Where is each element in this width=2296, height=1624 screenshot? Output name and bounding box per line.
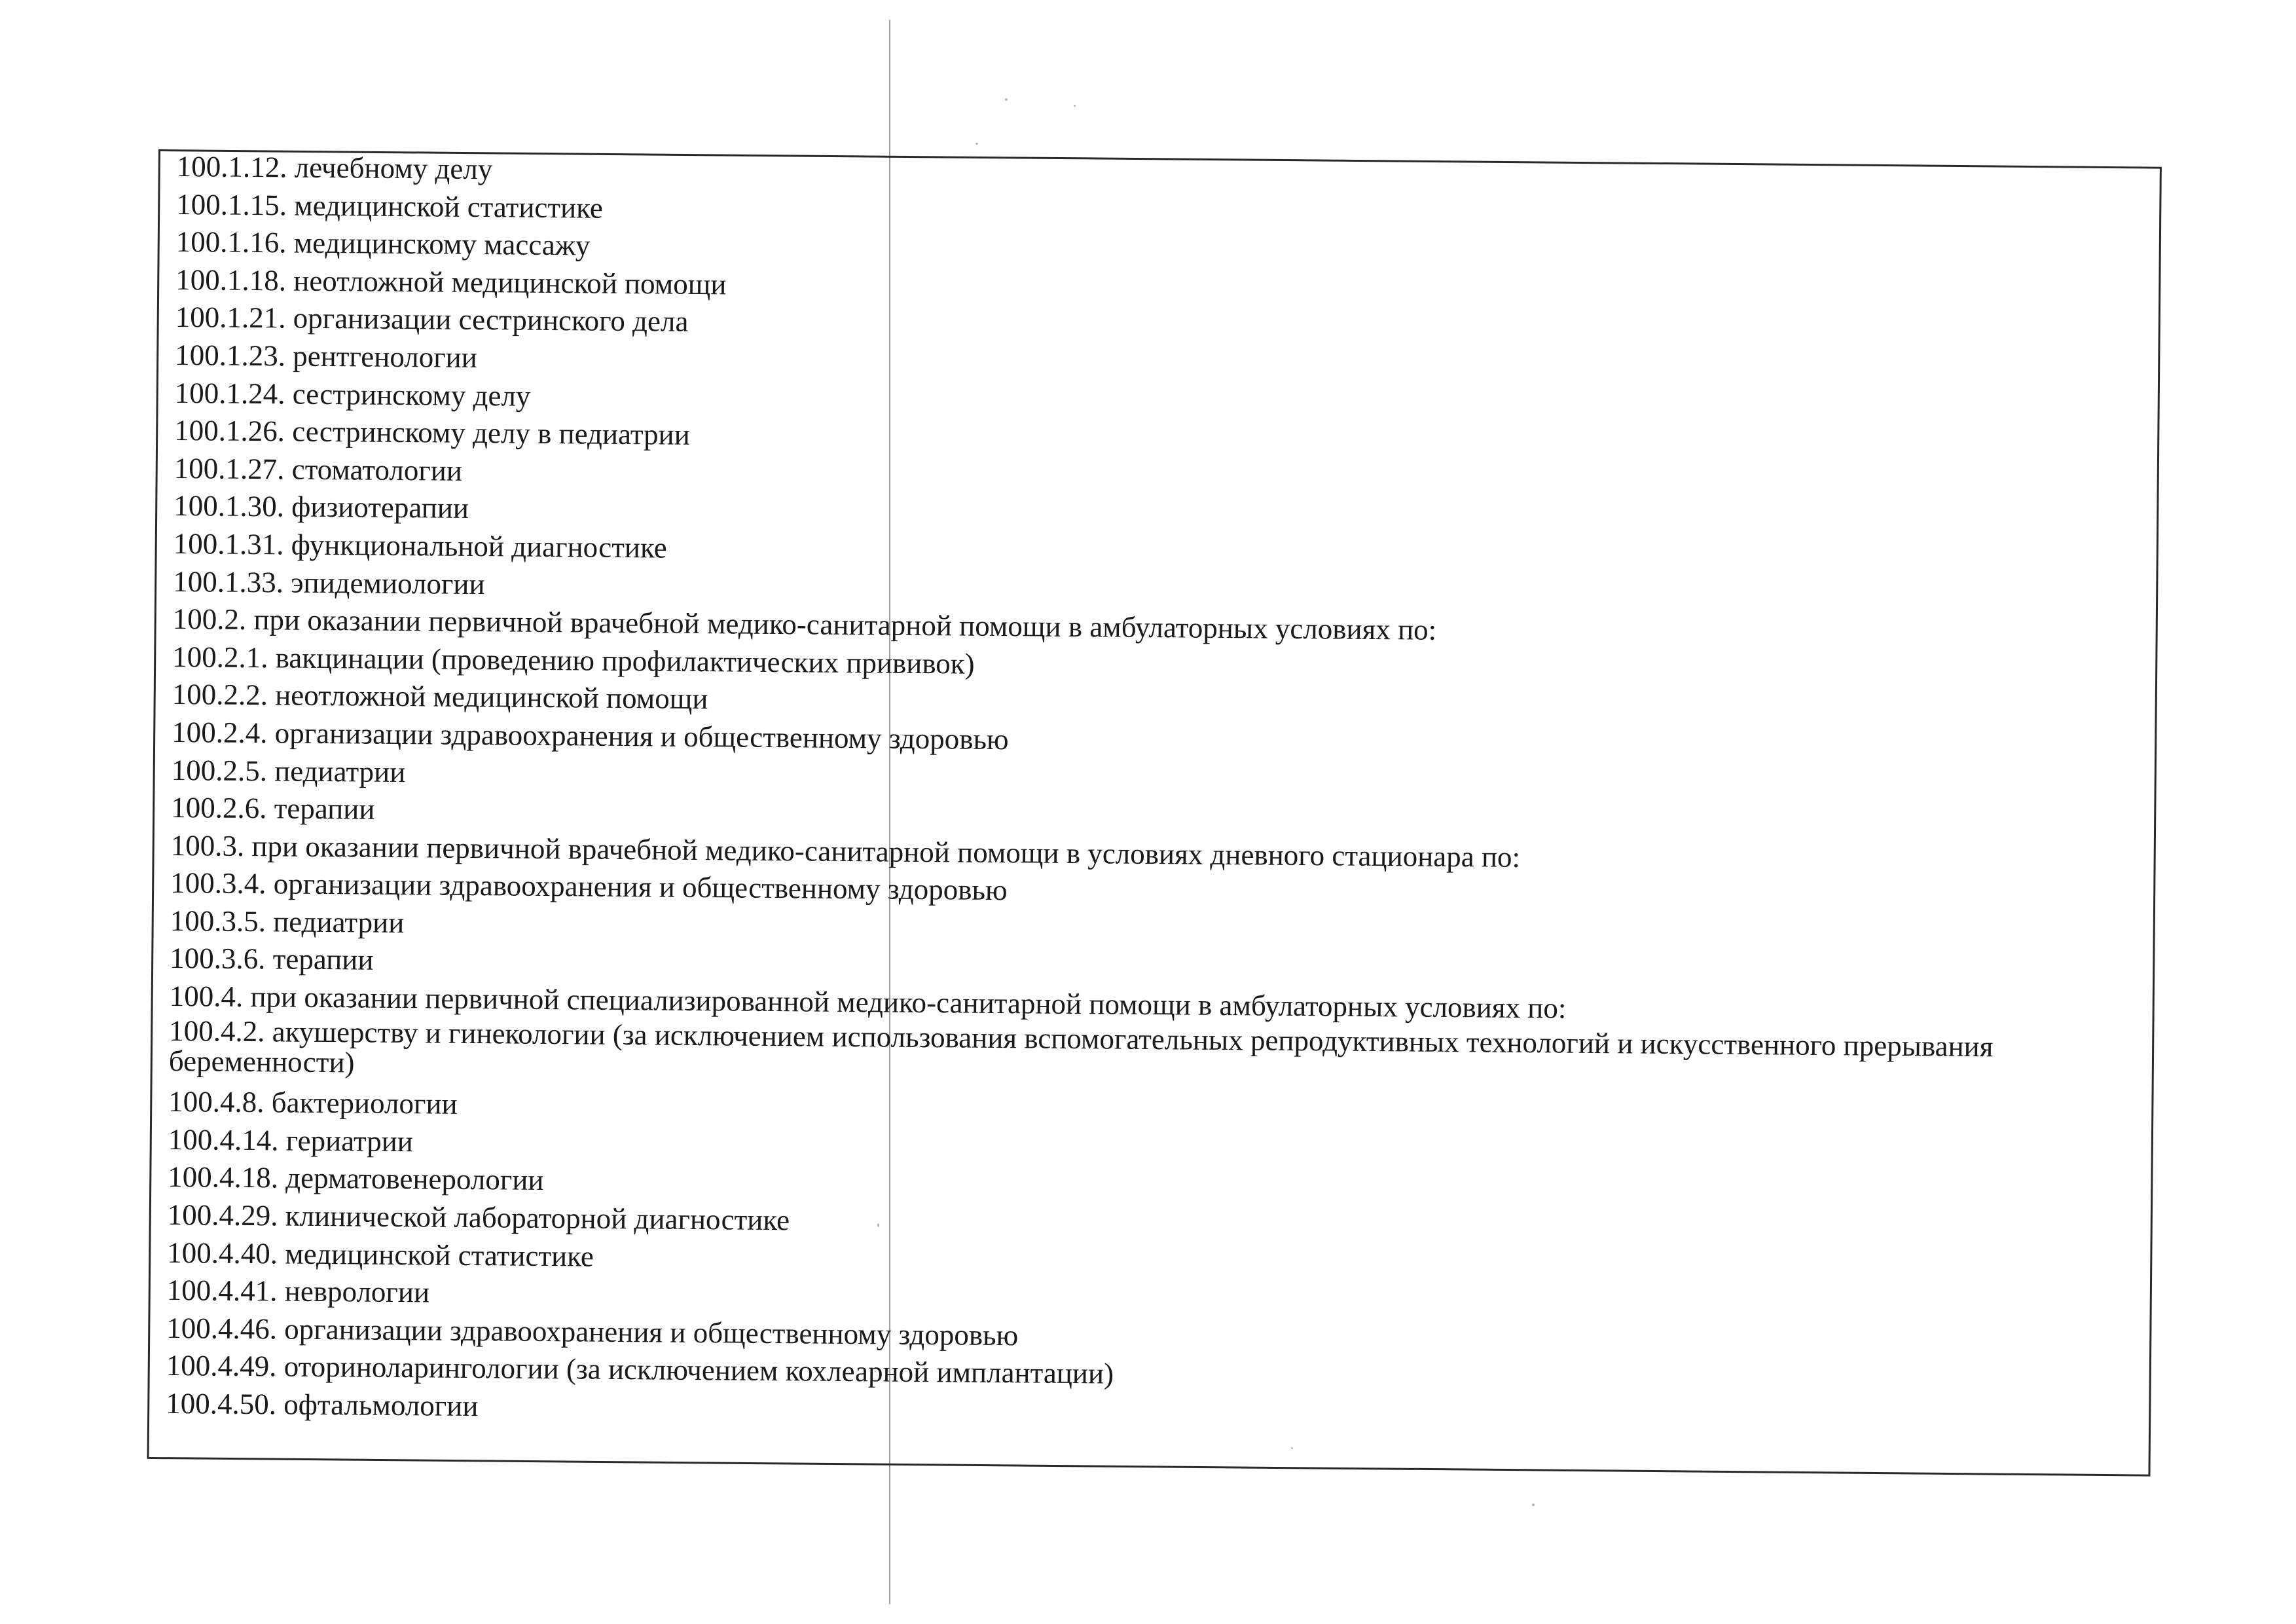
- list-item: 100.4.18. дерматовенерологии: [168, 1160, 544, 1197]
- scan-speck: [1291, 1447, 1293, 1449]
- license-activities-list: [166, 148, 2141, 1440]
- list-item: 100.4.50. офтальмологии: [166, 1386, 479, 1423]
- list-item: 100.1.24. сестринскому делу: [174, 376, 531, 413]
- list-item: 100.1.27. стоматологии: [173, 451, 463, 487]
- list-item: 100.4.29. клинической лабораторной диагностике: [167, 1198, 790, 1237]
- list-item: 100.3.4. организации здравоохранения и общественному здоровью: [170, 866, 1008, 907]
- list-item: 100.2.2. неотложной медицинской помощи: [172, 678, 708, 716]
- list-item: 100.1.23. рентгенологии: [175, 338, 478, 374]
- list-item: 100.4.49. оториноларингологии (за исключением кохлеарной имплантации): [166, 1349, 1114, 1390]
- list-item: 100.1.18. неотложной медицинской помощи: [175, 263, 727, 301]
- list-item: 100.4.8. бактериологии: [168, 1085, 458, 1121]
- list-item: 100.2.1. вакцинации (проведению профилактических прививок): [172, 640, 975, 680]
- list-item: 100.3.5. педиатрии: [170, 904, 405, 939]
- list-item: 100.4.41. неврологии: [166, 1274, 430, 1309]
- list-item: 100.1.26. сестринскому делу в педиатрии: [174, 414, 691, 452]
- list-item: 100.4.46. организации здравоохранения и общественному здоровью: [166, 1311, 1019, 1352]
- list-item: 100.1.30. физиотерапии: [173, 489, 469, 525]
- list-item: 100.4.2. акушерству и гинекологии (за исключением использования вспомогательных репродуктивных технологий и искусственного прерывания беременности): [168, 1014, 1994, 1079]
- section-heading: 100.2. при оказании первичной врачебной медико-санитарной помощи в амбулаторных условиях по:: [172, 602, 1437, 646]
- section-heading: 100.4. при оказании первичной специализированной медико-санитарной помощи в амбулаторных условиях по:: [169, 980, 1567, 1025]
- list-item: 100.2.6. терапии: [170, 791, 375, 826]
- scan-speck: [1005, 98, 1008, 101]
- section-heading: 100.3. при оказании первичной врачебной медико-санитарной помощи в условиях дневного стационара по:: [170, 828, 1521, 874]
- list-item: 100.4.14. гериатрии: [168, 1122, 414, 1158]
- scan-speck: [975, 143, 978, 145]
- list-item: 100.1.15. медицинской статистике: [176, 187, 604, 225]
- list-item: 100.1.16. медицинскому массажу: [175, 225, 591, 262]
- list-item: 100.2.4. организации здравоохранения и общественному здоровью: [171, 715, 1009, 756]
- scan-speck: [877, 1223, 879, 1227]
- list-item: 100.1.31. функциональной диагностике: [173, 526, 667, 564]
- list-item: 100.1.21. организации сестринского дела: [175, 301, 689, 339]
- list-item: 100.4.40. медицинской статистике: [167, 1236, 594, 1273]
- scan-speck: [1074, 105, 1076, 107]
- list-item: 100.3.6. терапии: [169, 942, 374, 977]
- scan-speck: [1532, 1504, 1535, 1506]
- list-item: 100.1.12. лечебному делу: [176, 149, 493, 186]
- list-item: 100.2.5. педиатрии: [171, 753, 406, 788]
- list-item: 100.1.33. эпидемиологии: [173, 564, 485, 600]
